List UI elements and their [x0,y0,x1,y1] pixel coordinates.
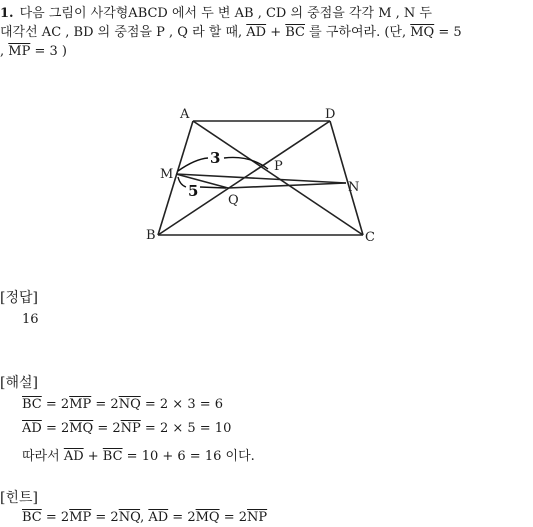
explanation-line-3 [22,445,255,464]
seg-bc: $\overline{BC}$ [102,449,123,464]
seg-ad: $\overline{AD}$ [22,421,42,436]
eq: = 2 [41,510,70,525]
problem-line-2 [0,25,462,41]
calc: = 2 × 5 = 10 [140,421,232,436]
label-b: B [146,228,156,243]
answer-header: [정답] [0,290,38,306]
seg-mp: $\overline{MP}$ [69,397,92,412]
seg-np: $\overline{NP}$ [120,421,141,436]
annotation-3: 3 [210,149,221,167]
label-n: N [348,180,360,195]
annotation-5: 5 [188,182,199,200]
calc: = 10 + 6 = 16 이다. [122,449,255,464]
annotation-arc-5b [200,187,226,188]
eq: = 2 [41,421,70,436]
seg-ad: $\overline{AD}$ [63,449,84,464]
answer-value: 16 [22,312,39,327]
problem-text-3: 를 구하여라. (단, [305,25,411,40]
segment-mp: $\overline{MP}$ [8,44,31,59]
seg-mp: $\overline{MP}$ [69,510,92,525]
hint-header: [힌트] [0,490,38,506]
seg-ad: $\overline{AD}$ [148,510,169,525]
therefore: 따라서 [22,449,64,464]
annotation-arc-3 [178,158,208,171]
annotation-arc-5 [178,177,186,187]
eq: = 2 [93,421,121,436]
problem-text-1: 다음 그림이 사각형ABCD 에서 두 변 AB , CD 의 중점을 각각 M , N 두 [19,6,432,21]
problem-number: 1. [0,6,14,21]
comma: , [140,510,149,525]
label-c: C [365,230,375,245]
eq: = 2 [219,510,247,525]
seg-nq: $\overline{NQ}$ [118,510,141,525]
seg-mq: $\overline{MQ}$ [69,421,94,436]
trapezoid-figure [140,103,380,253]
segment-ad: $\overline{AD}$ [246,25,267,40]
label-d: D [325,107,336,122]
eq: = 2 [41,397,70,412]
explanation-line-1 [22,397,223,412]
plus: + [83,449,103,464]
calc: = 2 × 3 = 6 [140,397,224,412]
edge-dc [330,121,363,235]
label-m: M [160,167,174,182]
seg-np: $\overline{NP}$ [247,510,268,525]
seg-mq: $\overline{MQ}$ [195,510,220,525]
explanation-header: [해설] [0,375,38,391]
label-p: P [274,159,283,174]
seg-bc: $\overline{BC}$ [22,510,42,525]
diagonal-ac [193,121,363,235]
segment-bc: $\overline{BC}$ [285,25,306,40]
mq-value: = 5 [434,25,462,40]
label-a: A [180,107,190,122]
eq: = 2 [168,510,196,525]
problem-line-1 [0,6,432,22]
seg-nq: $\overline{NQ}$ [118,397,141,412]
problem-text-2: 대각선 AC , BD 의 중점을 P , Q 라 할 때, [0,25,247,40]
problem-line-3 [0,44,67,60]
explanation-line-2 [22,421,231,436]
eq: = 2 [91,510,119,525]
comma: , [0,44,9,59]
plus-sign: + [266,25,286,40]
label-q: Q [228,193,239,208]
seg-bc: $\overline{BC}$ [22,397,42,412]
hint-line [22,510,267,525]
segment-mq: $\overline{MQ}$ [410,25,435,40]
eq: = 2 [91,397,119,412]
mp-value: = 3 ) [30,44,67,59]
